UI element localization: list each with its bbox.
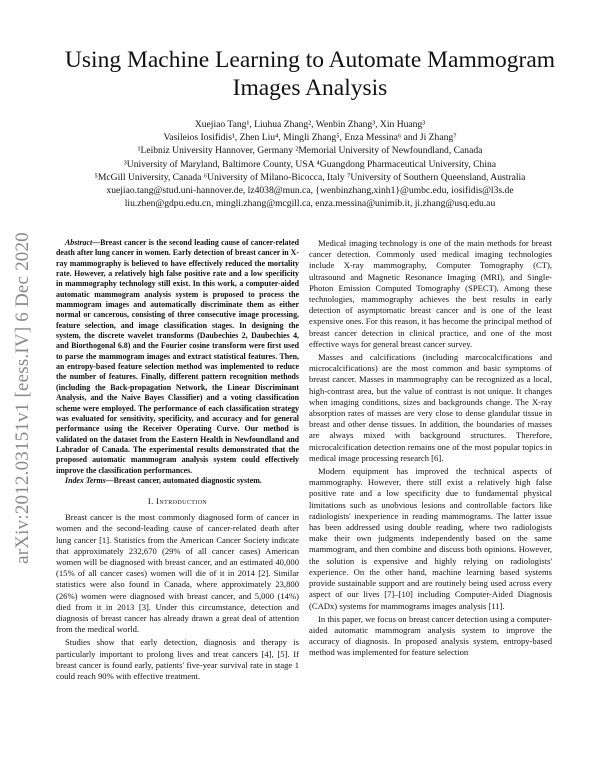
index-terms-lead: Index Terms—: [65, 475, 114, 485]
affiliation-line: ¹Leibniz University Hannover, Germany ²Memorial University of Newfoundland, Canada: [137, 145, 483, 157]
title-line-1: Using Machine Learning to Automate Mammogram: [64, 47, 556, 73]
author-line: Vasileios Iosifidis¹, Zhen Liu⁴, Mingli Zhang⁵, Enza Messina⁶ and Ji Zhang⁷: [163, 132, 457, 144]
email-line: liu.zhen@gdpu.edu.cn, mingli.zhang@mcgill.ca, enza.messina@unimib.it, ji.zhang@usq.edu.au: [124, 198, 496, 210]
body-paragraph: Modern equipment has improved the technical aspects of mammography. However, there still exist a relatively high false positive rate and a low specificity due to fundamental physical limitations such as unobvious lesions and controllable factors like radiologists' inexperience in reading mammograms. The latter issue has been addressed using double reading, where two radiologists make their own judgments independently based on the same mammogram, and then combine and discuss both opinions. However, the solution is expensive and highly relying on radiologists' experience. On the other hand, machine learning based systems provide sustainable support and are routinely being used across every aspect of our lives [7]–[10] including Computer-Aided Diagnosis (CADx) systems for mammograms images analysis [11].: [309, 466, 552, 611]
affiliation-line: ³University of Maryland, Baltimore County, USA ⁴Guangdong Pharmaceutical University, China: [123, 158, 497, 170]
left-column: [56, 238, 299, 684]
paper-title: [50, 46, 570, 102]
body-paragraph: In this paper, we focus on breast cancer detection using a computer-aided automatic mammogram analysis system to improve the accuracy of diagnosis. In proposed analysis system, entropy-based method was implemented for feature selection: [309, 613, 552, 658]
body-paragraph: Studies show that early detection, diagnosis and therapy is particularly important to prolong lives and treat cancers [4], [5]. If breast cancer is found early, patients' five-year survival rate in stage 1 could reach 90% with effective treatment.: [56, 637, 299, 682]
arxiv-side-stamp: [6, 198, 40, 598]
section-heading-introduction: I. Introduction: [147, 496, 208, 507]
index-terms-body: Breast cancer, automated diagnostic system.: [113, 475, 262, 485]
body-paragraph: Masses and calcifications (including marcocalcifications and microcalcifications) are the most common and basic symptoms of breast cancer. Masses in mammography can be recognized as a local, high-contrast area, but the value of contrast is not unique. It changes when imaging conditions, sizes and backgrounds change. The X-ray absorption rates of masses are very close to dense glandular tissue in breast and other dense tissues. In addition, the boundaries of masses are always mixed with background structures. Therefore, microcalcification detection remains one of the most popular topics in medical image processing research [6].: [309, 352, 552, 463]
abstract: [56, 238, 299, 476]
index-terms: [56, 476, 299, 486]
author-line: Xuejiao Tang¹, Liuhua Zhang², Wenbin Zhang³, Xin Huang³: [194, 119, 426, 130]
body-paragraph: Medical imaging technology is one of the main methods for breast cancer detection. Commonly used medical imaging technologies include X-ray mammography, Computer Tomography (CT), ultrasound and Magnetic Resonance Imaging (MRI), and Single-Photon Emission Computed Tomography (SPECT). Among these technologies, mammography achieves the best results in early detection of asymptomatic breast cancer and is one of the least expensive ones. For this reason, it has become the principal method of breast cancer detection in clinical practice, and one of the most effective ways for general breast cancer survey.: [309, 238, 552, 349]
right-column: [309, 238, 552, 661]
author-block: [50, 118, 570, 210]
abstract-body: Breast cancer is the second leading cause of cancer-related death after lung cancer in women. Early detection of breast cancer in X-ray mammography is believed to have effectively reduced the mortality rate. However, a relatively high false positive rate and a low specificity in mammography technology still exist. In this work, a computer-aided automatic mammogram analysis system is proposed to process the mammogram images and automatically discriminate them as either normal or cancerous, consisting of three consecutive image processing, feature selection, and image classification stages. In designing the system, the discrete wavelet transforms (Daubechies 2, Daubechies 4, and Biorthogonal 6.8) and the Fourier cosine transform were first used to parse the mammogram images and extract statistical features. Then, an entropy-based feature selection method was implemented to reduce the number of features. Finally, different pattern recognition methods (including the Back-propagation Network, the Linear Discriminant Analysis, and the Naive Bayes Classifier) and a voting classification scheme were employed. The performance of each classification strategy was evaluated for sensitivity, specificity, and accuracy and for general performance using the Receiver Operating Curve. Our method is validated on the dataset from the Eastern Health in Newfoundland and Labrador of Canada. The experimental results demonstrated that the proposed automatic mammogram analysis system could effectively improve the classification performances.: [56, 238, 299, 475]
abstract-lead: Abstract—: [65, 238, 101, 247]
email-line: xuejiao.tang@stud.uni-hannover.de, lz4038@mun.ca, {wenbinzhang,xinh1}@umbc.edu, iosifidis@l3s.de: [106, 185, 514, 197]
affiliation-line: ⁵McGill University, Canada ⁶University of Milano-Bicocca, Italy ⁷University of Southern Queensland, Australia: [94, 171, 526, 183]
body-paragraph: Breast cancer is the most commonly diagnosed form of cancer in women and the second-leading cause of cancer-related death after lung cancer [1]. Statistics from the American Cancer Society indicate that approximately 232,670 (29% of all cancer cases) American women will be diagnosed with breast cancer, and an estimated 40,000 (15% of all cancer cases) women will die of it in 2014 [2]. Similar statistics were also found in Canada, where approximately 23,800 (26%) women were diagnosed with breast cancer, and 5,000 (14%) died from it in 2013 [3]. Under this circumstance, detection and diagnosis of breast cancer has already drawn a great deal of attention from the medical world.: [56, 512, 299, 635]
arxiv-identifier: arXiv:2012.03151v1 [eess.IV] 6 Dec 2020: [12, 232, 34, 564]
title-line-2: Images Analysis: [232, 75, 388, 101]
